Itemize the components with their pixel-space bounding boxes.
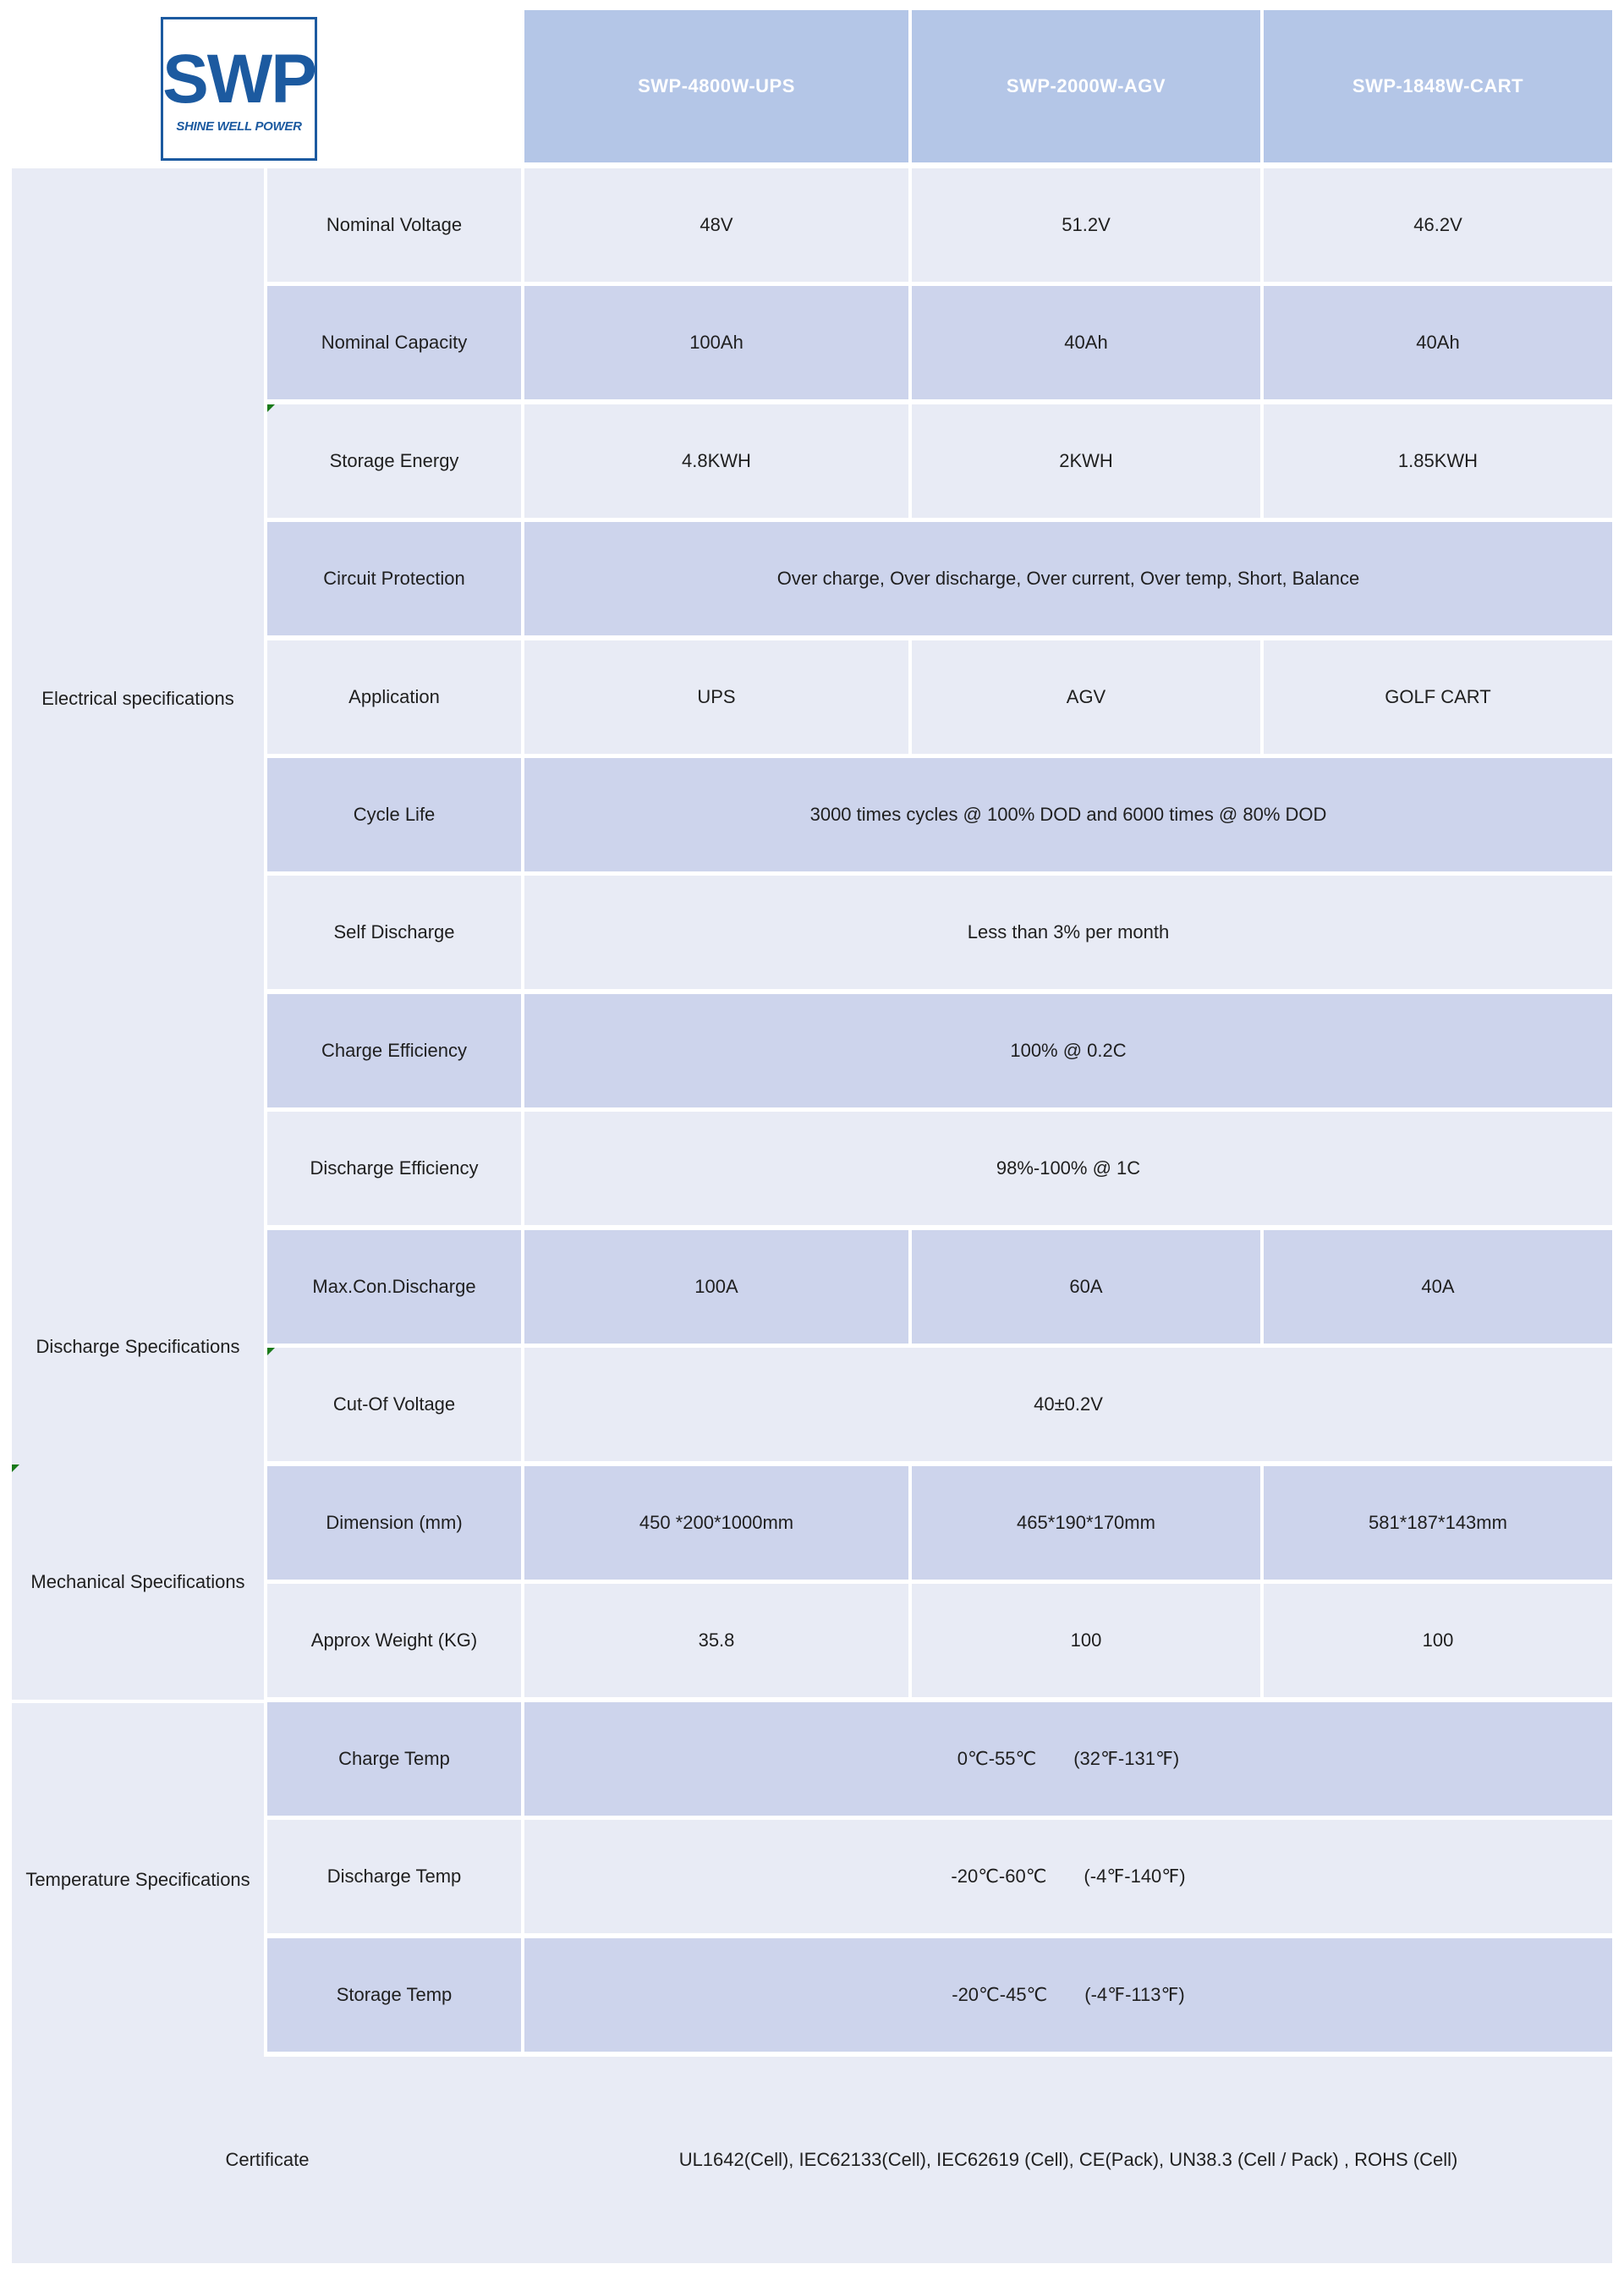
brand-logo [161, 17, 317, 161]
row-label-nominal-voltage: Nominal Voltage [267, 168, 521, 282]
row-label-discharge-temp: Discharge Temp [267, 1820, 521, 1933]
row-label-discharge-efficiency: Discharge Efficiency [267, 1112, 521, 1225]
cell-dimension-2: 465*190*170mm [912, 1466, 1260, 1580]
row-label-application: Application [267, 640, 521, 754]
row-label-max-con-discharge: Max.Con.Discharge [267, 1230, 521, 1344]
row-label-storage-temp: Storage Temp [267, 1938, 521, 2052]
cell-application-3: GOLF CART [1264, 640, 1612, 754]
row-label-nominal-capacity: Nominal Capacity [267, 286, 521, 399]
cell-application-2: AGV [912, 640, 1260, 754]
row-label-circuit-protection: Circuit Protection [267, 522, 521, 635]
cell-storage-energy-1: 4.8KWH [524, 404, 908, 518]
logo-text: SWP [162, 40, 315, 118]
cell-approx-weight-2: 100 [912, 1584, 1260, 1697]
cell-self-discharge: Less than 3% per month [524, 876, 1612, 989]
group-mechanical: Mechanical Specifications [12, 1464, 264, 1700]
cell-charge-efficiency: 100% @ 0.2C [524, 994, 1612, 1107]
row-label-cut-off-voltage: Cut-Of Voltage [267, 1348, 521, 1461]
model-header-1: SWP-4800W-UPS [524, 10, 908, 162]
cell-nominal-voltage-1: 48V [524, 168, 908, 282]
cell-cut-off-voltage: 40±0.2V [524, 1348, 1612, 1461]
cell-comment-marker [267, 1348, 275, 1355]
logo-subtitle: SHINE WELL POWER [176, 118, 302, 134]
row-label-charge-temp: Charge Temp [267, 1702, 521, 1816]
cell-max-con-discharge-1: 100A [524, 1230, 908, 1344]
cell-comment-marker [267, 404, 275, 412]
row-label-approx-weight: Approx Weight (KG) [267, 1584, 521, 1697]
cell-max-con-discharge-3: 40A [1264, 1230, 1612, 1344]
cell-nominal-voltage-3: 46.2V [1264, 168, 1612, 282]
certificate-value: UL1642(Cell), IEC62133(Cell), IEC62619 (Cell), CE(Pack), UN38.3 (Cell / Pack) , ROHS (Cell) [678, 2149, 1458, 2171]
cell-dimension-1: 450 *200*1000mm [524, 1466, 908, 1580]
model-header-2: SWP-2000W-AGV [912, 10, 1260, 162]
cell-discharge-temp: -20℃-60℃ (-4℉-140℉) [524, 1820, 1612, 1933]
cell-discharge-efficiency: 98%-100% @ 1C [524, 1112, 1612, 1225]
cell-nominal-capacity-2: 40Ah [912, 286, 1260, 399]
cell-charge-temp: 0℃-55℃ (32℉-131℉) [524, 1702, 1612, 1816]
row-label-self-discharge: Self Discharge [267, 876, 521, 989]
cell-storage-temp: -20℃-45℃ (-4℉-113℉) [524, 1938, 1612, 2052]
cell-storage-energy-3: 1.85KWH [1264, 404, 1612, 518]
cell-storage-energy-2: 2KWH [912, 404, 1260, 518]
cell-application-1: UPS [524, 640, 908, 754]
row-label-dimension: Dimension (mm) [267, 1466, 521, 1580]
cell-circuit-protection: Over charge, Over discharge, Over current, Over temp, Short, Balance [524, 522, 1612, 635]
group-temperature: Temperature Specifications [12, 1703, 264, 2057]
row-label-charge-efficiency: Charge Efficiency [267, 994, 521, 1107]
cell-nominal-capacity-3: 40Ah [1264, 286, 1612, 399]
group-electrical: Electrical specifications [12, 168, 264, 1228]
cell-approx-weight-3: 100 [1264, 1584, 1612, 1697]
cell-nominal-voltage-2: 51.2V [912, 168, 1260, 282]
cell-dimension-3: 581*187*143mm [1264, 1466, 1612, 1580]
cell-approx-weight-1: 35.8 [524, 1584, 908, 1697]
cell-max-con-discharge-2: 60A [912, 1230, 1260, 1344]
certificate-label: Certificate [225, 2149, 310, 2171]
cell-cycle-life: 3000 times cycles @ 100% DOD and 6000 times @ 80% DOD [524, 758, 1612, 871]
cell-nominal-capacity-1: 100Ah [524, 286, 908, 399]
row-label-cycle-life: Cycle Life [267, 758, 521, 871]
group-discharge: Discharge Specifications [12, 1228, 264, 1464]
model-header-3: SWP-1848W-CART [1264, 10, 1612, 162]
row-label-storage-energy: Storage Energy [267, 404, 521, 518]
cell-comment-marker [12, 1464, 19, 1472]
